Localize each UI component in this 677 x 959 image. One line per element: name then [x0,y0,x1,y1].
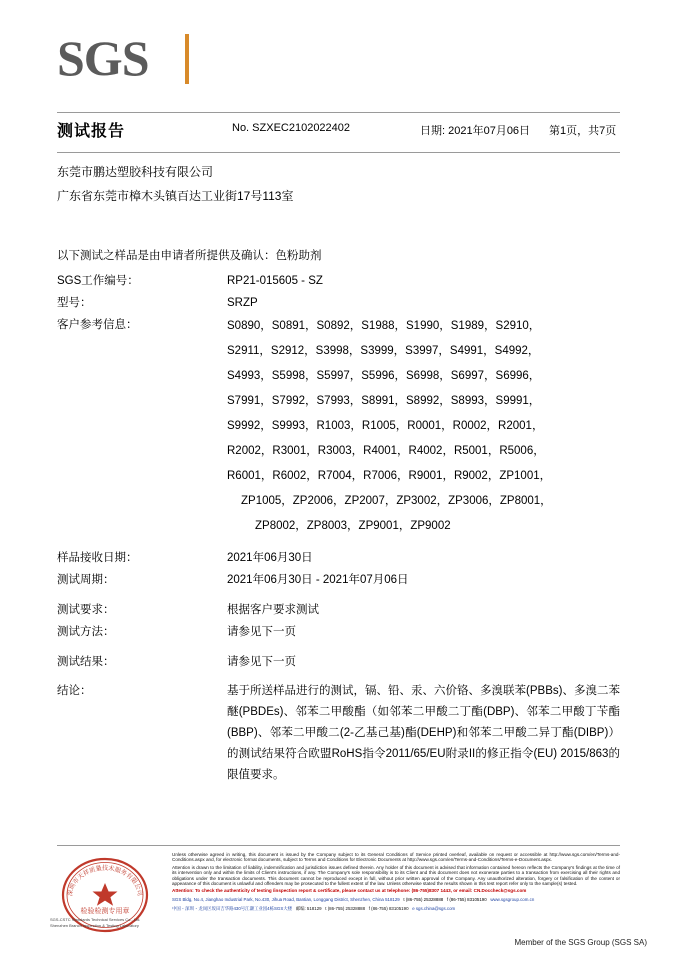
footer-member-line: Member of the SGS Group (SGS SA) [514,938,647,947]
report-number: No. SZXEC2102022402 [232,122,351,134]
page-indicator: 第1页，共7页 [549,125,617,137]
field-job-no [57,270,620,292]
sample-intro: 以下测试之样品是由申请者所提供及确认：色粉助剂 [57,250,322,262]
header-row [57,118,620,148]
field-value-test-period: 2021年06月30日 - 2021年07月06日 [227,574,409,586]
footer-zip-cn: 邮编: 518129 [295,905,322,911]
company-seal-stamp [46,855,164,939]
spacer [57,643,620,651]
field-received-date [57,547,620,569]
field-value-job-no: RP21-015605 - SZ [227,275,323,287]
company-name: 东莞市鹏达塑胶科技有限公司 [57,165,214,179]
svg-text:SGS-CSTC Standards Technical S: SGS-CSTC Standards Technical Services Co., Ltd. [50,917,141,922]
footer-paragraph: Attention is drawn to the limitation of liability, indemnification and jurisdiction issues defined therein. Any holder of this document is advised that information contained hereon reflects the Company's findings at the time of its intervention only and within the limits of Client's instructions, if any. The Company's sole responsibility is to its Client and this document does not exonerate parties to a transaction from exercising all their rights and obligations under the transaction documents. This document cannot be reproduced except in full, without prior written approval of the Company. Any unauthorized alteration, forgery or falsification of the content or appearance of this document is unlawful and offenders may be prosecuted to the fullest extent of the law. Unless otherwise stated the results shown in this test report refer only to the sample(s) tested. [172,864,620,887]
footer-attention-notice: Attention: To check the authenticity of testing /inspection report & certificate, please contact us at telephone: (86-755)8307 1443, or email: CN.Doccheck@sgs.com [172,888,527,894]
field-value-test-result: 请参见下一页 [227,656,296,668]
field-value-client-reference [227,314,620,539]
footer-tel-en: t (86-755) 25328888 [403,897,444,903]
list-item: S0890，S0891，S0892，S1988，S1990，S1989，S2910， [227,320,541,332]
list-item: S2911，S2912，S3998，S3999，S3997，S4991，S4992， [227,345,540,357]
sgs-logo-text: SGS [57,30,149,86]
list-item: S7991，S7992，S7993，S8991，S8992，S8993，S9991， [227,395,541,407]
footer-fax-en: f (86-755) 83105190 [446,897,487,903]
field-label-test-period: 测试周期： [57,574,115,586]
svg-text:深圳市天祥质量技术服务有限公司: 深圳市天祥质量技术服务有限公司 [66,865,144,897]
spacer [57,539,620,547]
field-label-received-date: 样品接收日期： [57,552,138,564]
footer-divider [57,845,620,846]
field-test-method [57,621,620,643]
footer-paragraph: Unless otherwise agreed in writing, this document is issued by the Company subject to its General Conditions of Service printed overleaf, available on request or accessible at http://www.sgs.com/en/Terms-and-Conditions.aspx and, for electronic format documents, subject to Terms and Conditions for Electronic Documents at http://www.sgs.com/en/Terms-and-Conditions/Terms-e-Document.aspx. [172,852,620,863]
footer-address-en-text: SGS Bldg, No.4, Jianghao Industrial Park, No.430, Jihua Road, Bantian, Longgang District, Shenzhen, China 518129 [172,897,400,903]
page-title: 测试报告 [57,123,126,140]
field-value-test-requirement: 根据客户要求测试 [227,604,319,616]
list-item: ZP1005，ZP2006，ZP2007，ZP3002，ZP3006，ZP8001， [241,495,552,507]
svg-text:Shenzhen Branch Inspection & T: Shenzhen Branch Inspection & Testing Laboratory [50,923,139,928]
list-item: R2002，R3001，R3003，R4001，R4002，R5001，R5006， [227,445,545,457]
footer-address-cn-text: 中国・深圳・龙岗区坂田吉华路430号江灏工业园4栋SGS大楼 [172,905,293,911]
report-date: 日期: 2021年07月06日 [420,125,531,137]
spacer [57,591,620,599]
field-value-received-date: 2021年06月30日 [227,552,313,564]
footer-address-en [172,897,620,903]
footer-legal-text [172,852,620,911]
list-item: R6001，R6002，R7004，R7006，R9001，R9002，ZP1001， [227,470,552,482]
details-table [57,270,620,786]
company-block [57,160,293,208]
field-label-job-no: SGS工作编号： [57,275,139,287]
list-item: S4993，S5998，S5997，S5996，S6998，S6997，S6996， [227,370,541,382]
footer-website[interactable]: www.sgsgroup.com.cn [490,897,535,903]
field-label-test-requirement: 测试要求： [57,604,115,616]
field-value-test-method: 请参见下一页 [227,626,296,638]
list-item: S9992，S9993，R1003，R1005，R0001，R0002，R2001， [227,420,544,432]
field-label-client-reference: 客户参考信息： [57,319,138,331]
list-item: ZP8002，ZP8003，ZP9001，ZP9002 [255,520,451,532]
footer-address-cn [172,906,620,912]
header-divider-bottom [57,152,620,153]
spacer [57,673,620,681]
sgs-logo [57,30,197,92]
field-model [57,292,620,314]
field-test-requirement [57,599,620,621]
field-test-result [57,651,620,673]
company-address: 广东省东莞市樟木头镇百达工业街17号113室 [57,189,294,203]
svg-text:检验检测专用章: 检验检测专用章 [80,907,130,915]
field-test-period [57,569,620,591]
field-label-model: 型号： [57,297,92,309]
field-label-test-result: 测试结果： [57,656,115,668]
field-conclusion [57,681,620,786]
footer-fax-cn: f (86-755) 83105190 [368,905,409,911]
field-label-conclusion: 结论： [57,685,92,697]
footer-email-cn[interactable]: e sgs.china@sgs.com [412,905,456,911]
field-client-reference [57,314,620,539]
header-divider-top [57,112,620,113]
sgs-logo-accent-bar [185,34,189,84]
field-value-model: SRZP [227,297,258,309]
footer-tel-cn: t (86-755) 25328888 [325,905,366,911]
field-value-conclusion: 基于所送样品进行的测试，镉、铅、汞、六价铬、多溴联苯(PBBs)、多溴二苯醚(PBDEs)、邻苯二甲酸酯（如邻苯二甲酸二丁酯(DBP)、邻苯二甲酸丁苄酯(BBP)、邻苯二甲酸二(2-乙基己基)酯(DEHP)和邻苯二甲酸二异丁酯(DIBP)）的测试结果符合欧盟RoHS指令2011/65/EU附录II的修正指令(EU) 2015/863的限值要求。 [227,685,620,781]
field-label-test-method: 测试方法： [57,626,115,638]
